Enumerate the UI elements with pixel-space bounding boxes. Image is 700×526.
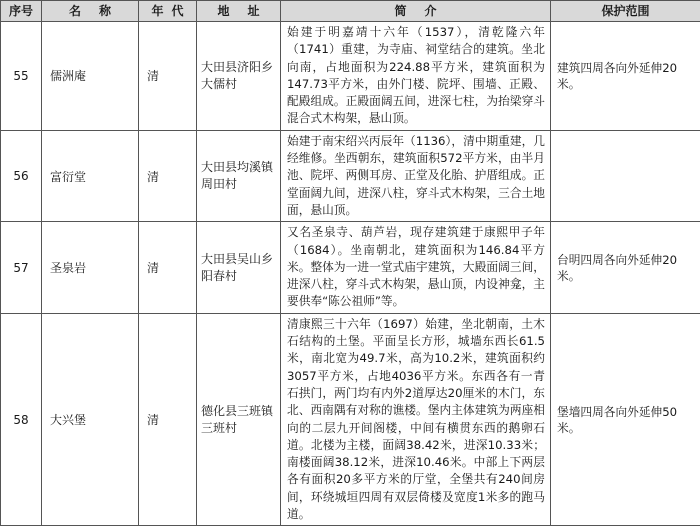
row-era: 清 [139,222,197,313]
row-intro: 又名圣泉寺、葫芦岩，现存建筑建于康熙甲子年（1684）。坐南朝北，建筑面积为146.84平方米。整体为一进一堂式庙宇建筑，大殿面阔三间，进深八柱，穿斗式木构架，悬山顶，内设神龛，主要供奉“陈公祖师”等。 [281,222,551,313]
row-name: 富衍堂 [42,130,139,221]
row-location: 大田县均溪镇周田村 [197,130,281,221]
header-protection: 保护范围 [551,1,700,22]
row-name: 大兴堡 [42,313,139,526]
table-row [1,22,700,131]
row-location: 大田县吴山乡阳春村 [197,222,281,313]
row-protection: 堡墙四周各向外延伸50米。 [551,313,700,526]
row-location: 德化县三班镇三班村 [197,313,281,526]
table-row [1,130,700,221]
table-header-row [1,1,700,22]
header-era: 年代 [139,1,197,22]
row-name: 儒洲庵 [42,22,139,131]
row-intro: 始建于明嘉靖十六年（1537），清乾隆六年（1741）重建，为寺庙、祠堂结合的建筑。坐北向南，占地面积为224.88平方米，建筑面积为147.73平方米，由外门楼、院坪、围墙、正殿、配殿组成。正殿面阔五间，进深七柱，为抬梁穿斗混合式木构架，悬山顶。 [281,22,551,131]
header-name: 名称 [42,1,139,22]
row-intro: 清康熙三十六年（1697）始建，坐北朝南，土木石结构的土堡。平面呈长方形，城墙东西长61.5米，南北宽为49.7米，高为10.2米，建筑面积约3057平方米，占地4036平方米。东西各有一青石拱门，两门均有内外2道厚达20厘米的木门，东北、西南隅有对称的谯楼。堡内主体建筑为两座相向的二层九开间阁楼，中间有横贯东西的鹅卵石道。北楼为主楼，面阔38.42米，进深10.33米；南楼面阔38.12米，进深10.46米。中部上下两层各有面积20多平方米的厅堂，全堡共有240间房间，环绕城垣四周有双层倚楼及宽度1米多的跑马道。 [281,313,551,526]
row-protection: 台明四周各向外延伸20米。 [551,222,700,313]
table-row [1,313,700,526]
header-num: 序号 [1,1,42,22]
row-protection: 建筑四周各向外延伸20米。 [551,22,700,131]
header-intro: 简介 [281,1,551,22]
row-era: 清 [139,22,197,131]
row-location: 大田县济阳乡大儒村 [197,22,281,131]
row-num: 58 [1,313,42,526]
row-era: 清 [139,130,197,221]
row-name: 圣泉岩 [42,222,139,313]
header-location: 地址 [197,1,281,22]
row-intro: 始建于南宋绍兴丙辰年（1136），清中期重建，几经维修。坐西朝东，建筑面积572平方米，由半月池、院坪、两侧耳房、正堂及化胎、护厝组成。正堂面阔九间，进深八柱，穿斗式木构架，三合土地面，悬山顶。 [281,130,551,221]
table-row [1,222,700,313]
row-num: 56 [1,130,42,221]
row-num: 55 [1,22,42,131]
row-protection [551,130,700,221]
row-num: 57 [1,222,42,313]
row-era: 清 [139,313,197,526]
